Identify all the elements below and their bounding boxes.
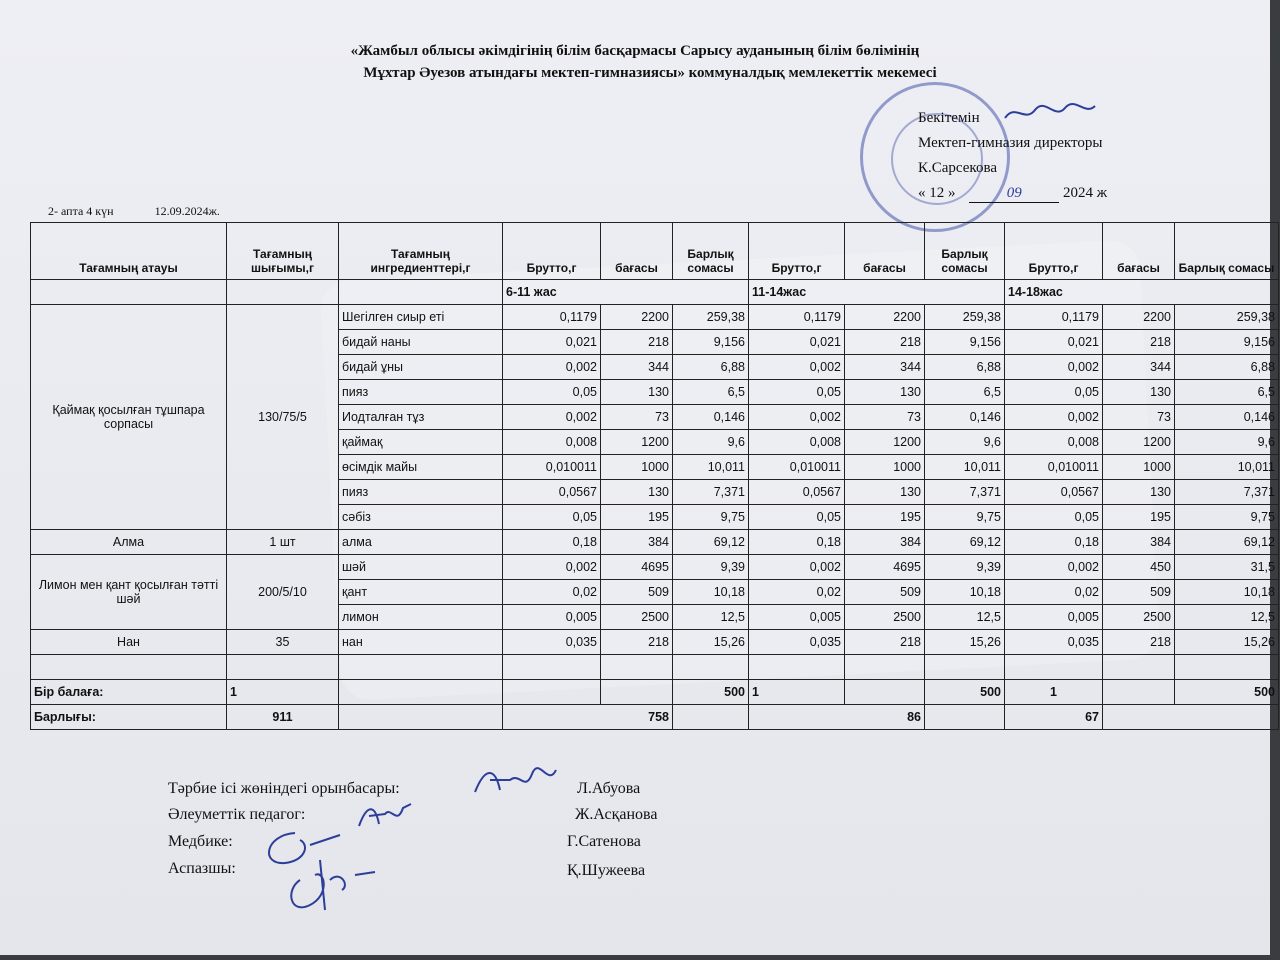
ingredient-value: 0,002 [749,555,845,580]
signature-role: Тәрбие ісі жөніндегі орынбасары: [168,780,400,797]
per-child-sum: 500 [1175,680,1279,705]
approve-date-year: 2024 ж [1063,185,1108,201]
ingredient-value: 2200 [601,305,673,330]
per-child-count: 1 [749,680,845,705]
ingredient-value: 0,021 [1005,330,1103,355]
age-group-6-11: 6-11 жас [503,280,749,305]
ingredient-value: 259,38 [925,305,1005,330]
ingredient-value: 6,5 [925,380,1005,405]
ingredient-name: өсімдік майы [339,455,503,480]
ingredient-value: 0,010011 [1005,455,1103,480]
signature-name: Л.Абуова [577,780,641,797]
total-value: 758 [503,705,673,730]
age-group-row [31,280,1279,305]
table-row [31,530,1279,555]
menu-date-bar [48,204,258,219]
ingredient-name: Иодталған тұз [339,405,503,430]
ingredient-value: 9,6 [673,430,749,455]
ingredient-value: 0,18 [503,530,601,555]
ingredient-value: 384 [845,530,925,555]
ingredient-value: 4695 [601,555,673,580]
ingredient-value: 0,005 [503,605,601,630]
ingredient-value: 0,002 [503,555,601,580]
ingredient-value: 0,002 [749,355,845,380]
total-value: 86 [749,705,925,730]
ingredient-value: 6,88 [1175,355,1279,380]
ingredient-value: 10,011 [925,455,1005,480]
ingredient-value: 7,371 [925,480,1005,505]
ingredient-value: 130 [845,480,925,505]
ingredient-value: 0,05 [1005,505,1103,530]
ingredient-value: 0,035 [749,630,845,655]
ingredient-value: 2500 [845,605,925,630]
signature-role: Медбике: [168,833,233,850]
handwritten-signature-1 [470,762,560,802]
menu-body [31,280,1279,730]
col-header: Барлық сомасы [925,223,1005,280]
ingredient-name: бидай ұны [339,355,503,380]
ingredient-value: 1000 [601,455,673,480]
ingredient-value: 1200 [1103,430,1175,455]
ingredient-value: 10,18 [673,580,749,605]
ingredient-value: 9,75 [1175,505,1279,530]
ingredient-value: 0,005 [749,605,845,630]
ingredient-value: 509 [1103,580,1175,605]
ingredient-value: 9,75 [925,505,1005,530]
table-row [31,555,1279,580]
ingredient-value: 12,5 [1175,605,1279,630]
ingredient-value: 218 [601,330,673,355]
ingredient-value: 1200 [601,430,673,455]
ingredient-value: 0,010011 [749,455,845,480]
ingredient-value: 0,1179 [749,305,845,330]
ingredient-value: 0,05 [749,380,845,405]
ingredient-value: 0,021 [503,330,601,355]
ingredient-value: 0,008 [503,430,601,455]
ingredient-value: 31,5 [1175,555,1279,580]
menu-date: 12.09.2024ж. [154,204,220,218]
ingredient-value: 12,5 [673,605,749,630]
ingredient-value: 9,156 [1175,330,1279,355]
ingredient-value: 0,035 [503,630,601,655]
table-row [31,630,1279,655]
col-header: Брутто,г [503,223,601,280]
col-header: бағасы [1103,223,1175,280]
per-child-row [31,680,1279,705]
ingredient-value: 0,002 [503,355,601,380]
per-child-count: 1 [1005,680,1103,705]
ingredient-value: 0,002 [503,405,601,430]
ingredient-value: 0,05 [503,505,601,530]
ingredient-value: 2200 [1103,305,1175,330]
total-value: 67 [1005,705,1103,730]
ingredient-value: 0,0567 [503,480,601,505]
ingredient-value: 4695 [845,555,925,580]
approve-date [918,185,1107,203]
ingredient-value: 1000 [1103,455,1175,480]
ingredient-name: пияз [339,380,503,405]
ingredient-value: 73 [1103,405,1175,430]
ingredient-name: пияз [339,480,503,505]
col-header: Брутто,г [1005,223,1103,280]
col-header: Барлық сомасы [673,223,749,280]
director-signature [1000,98,1100,128]
ingredient-value: 0,05 [503,380,601,405]
per-child-count: 1 [227,680,339,705]
signature-name: Қ.Шужеева [567,862,646,879]
per-child-sum: 500 [925,680,1005,705]
approve-label: Бекітемін [918,110,980,126]
menu-table [30,222,1279,730]
ingredient-value: 0,021 [749,330,845,355]
ingredient-value: 0,1179 [503,305,601,330]
ingredient-name: қант [339,580,503,605]
ingredient-value: 10,011 [673,455,749,480]
table-row [31,305,1279,330]
dish-name: Нан [31,630,227,655]
ingredient-value: 9,156 [673,330,749,355]
ingredient-value: 6,5 [673,380,749,405]
ingredient-value: 0,05 [749,505,845,530]
ingredient-value: 9,6 [1175,430,1279,455]
ingredient-value: 7,371 [1175,480,1279,505]
ingredient-value: 0,1179 [1005,305,1103,330]
ingredient-value: 0,005 [1005,605,1103,630]
ingredient-value: 130 [1103,480,1175,505]
ingredient-value: 218 [1103,630,1175,655]
ingredient-value: 0,008 [749,430,845,455]
ingredient-name: нан [339,630,503,655]
ingredient-value: 2500 [1103,605,1175,630]
per-child-sum: 500 [673,680,749,705]
col-header: Тағамның шығымы,г [227,223,339,280]
ingredient-value: 6,88 [925,355,1005,380]
ingredient-value: 0,002 [1005,355,1103,380]
ingredient-name: сәбіз [339,505,503,530]
ingredient-value: 130 [601,380,673,405]
dish-yield: 35 [227,630,339,655]
ingredient-value: 195 [1103,505,1175,530]
ingredient-value: 2200 [845,305,925,330]
ingredient-value: 130 [1103,380,1175,405]
ingredient-value: 9,39 [925,555,1005,580]
ingredient-value: 384 [601,530,673,555]
col-header: бағасы [845,223,925,280]
total-label: Барлығы: [31,705,227,730]
total-row [31,705,1279,730]
ingredient-value: 0,18 [749,530,845,555]
signature-name: Г.Сатенова [567,833,641,850]
col-header: Барлық сомасы [1175,223,1279,280]
ingredient-value: 15,26 [673,630,749,655]
ingredient-value: 0,18 [1005,530,1103,555]
signature-name: Ж.Асқанова [575,806,658,823]
ingredient-value: 9,75 [673,505,749,530]
empty-row [31,655,1279,680]
dish-name: Лимон мен қант қосылған тәтті шәй [31,555,227,630]
ingredient-value: 218 [845,330,925,355]
ingredient-value: 73 [845,405,925,430]
ingredient-value: 10,18 [925,580,1005,605]
approve-date-day: « 12 » [918,185,956,201]
ingredient-value: 509 [845,580,925,605]
col-header: Тағамның ингредиенттері,г [339,223,503,280]
ingredient-name: қаймақ [339,430,503,455]
ingredient-value: 10,18 [1175,580,1279,605]
ingredient-value: 509 [601,580,673,605]
org-header-line2: Мұхтар Әуезов атындағы мектеп-гимназиясы» коммуналдық мемлекеттік мекемесі [363,65,937,81]
ingredient-value: 0,008 [1005,430,1103,455]
dish-name: Қаймақ қосылған тұшпара сорпасы [31,305,227,530]
ingredient-value: 218 [601,630,673,655]
ingredient-value: 0,0567 [1005,480,1103,505]
ingredient-value: 384 [1103,530,1175,555]
ingredient-value: 0,0567 [749,480,845,505]
ingredient-name: шәй [339,555,503,580]
ingredient-value: 12,5 [925,605,1005,630]
age-group-14-18: 14-18жас [1005,280,1279,305]
ingredient-value: 0,002 [749,405,845,430]
ingredient-name: алма [339,530,503,555]
dish-yield: 1 шт [227,530,339,555]
ingredient-value: 69,12 [925,530,1005,555]
ingredient-value: 0,146 [673,405,749,430]
seal-stamp [860,82,1010,232]
ingredient-name: лимон [339,605,503,630]
ingredient-value: 195 [601,505,673,530]
ingredient-value: 344 [601,355,673,380]
org-header-line1: «Жамбыл облысы әкімдігінің білім басқармасы Сарысу ауданының білім бөлімінің [350,43,920,59]
approve-position: Мектеп-гимназия директоры [918,135,1103,151]
ingredient-value: 0,002 [1005,405,1103,430]
ingredient-value: 218 [845,630,925,655]
ingredient-value: 15,26 [925,630,1005,655]
ingredient-value: 9,156 [925,330,1005,355]
dish-yield: 200/5/10 [227,555,339,630]
ingredient-value: 1200 [845,430,925,455]
ingredient-name: Шегілген сиыр еті [339,305,503,330]
col-header: Брутто,г [749,223,845,280]
ingredient-value: 0,02 [749,580,845,605]
table-header-row [31,223,1279,280]
col-header: Тағамның атауы [31,223,227,280]
ingredient-value: 1000 [845,455,925,480]
ingredient-value: 15,26 [1175,630,1279,655]
ingredient-value: 9,6 [925,430,1005,455]
signature-role: Аспазшы: [168,860,236,877]
col-header: бағасы [601,223,673,280]
ingredient-value: 0,02 [1005,580,1103,605]
approve-name: К.Сарсекова [918,160,997,176]
ingredient-value: 259,38 [673,305,749,330]
dish-name: Алма [31,530,227,555]
ingredient-value: 6,5 [1175,380,1279,405]
ingredient-value: 2500 [601,605,673,630]
ingredient-value: 0,035 [1005,630,1103,655]
ingredient-value: 0,146 [1175,405,1279,430]
ingredient-value: 0,002 [1005,555,1103,580]
ingredient-value: 450 [1103,555,1175,580]
ingredient-value: 69,12 [1175,530,1279,555]
ingredient-value: 10,011 [1175,455,1279,480]
ingredient-value: 73 [601,405,673,430]
dish-yield: 130/75/5 [227,305,339,530]
week-day: 2- апта 4 күн [48,204,114,218]
handwritten-signature-2 [355,798,415,832]
ingredient-value: 344 [1103,355,1175,380]
ingredient-value: 0,146 [925,405,1005,430]
ingredient-value: 218 [1103,330,1175,355]
ingredient-value: 69,12 [673,530,749,555]
ingredient-value: 344 [845,355,925,380]
ingredient-value: 130 [845,380,925,405]
total-value: 911 [227,705,339,730]
ingredient-value: 130 [601,480,673,505]
ingredient-value: 9,39 [673,555,749,580]
ingredient-value: 195 [845,505,925,530]
signature-role: Әлеуметтік педагог: [168,806,306,823]
ingredient-value: 0,010011 [503,455,601,480]
ingredient-value: 6,88 [673,355,749,380]
ingredient-value: 7,371 [673,480,749,505]
ingredient-value: 0,05 [1005,380,1103,405]
approve-date-month: 09 [969,185,1059,203]
ingredient-value: 259,38 [1175,305,1279,330]
handwritten-signature-4 [280,850,380,920]
age-group-11-14: 11-14жас [749,280,1005,305]
ingredient-value: 0,02 [503,580,601,605]
ingredient-name: бидай наны [339,330,503,355]
per-child-label: Бір балаға: [31,680,227,705]
